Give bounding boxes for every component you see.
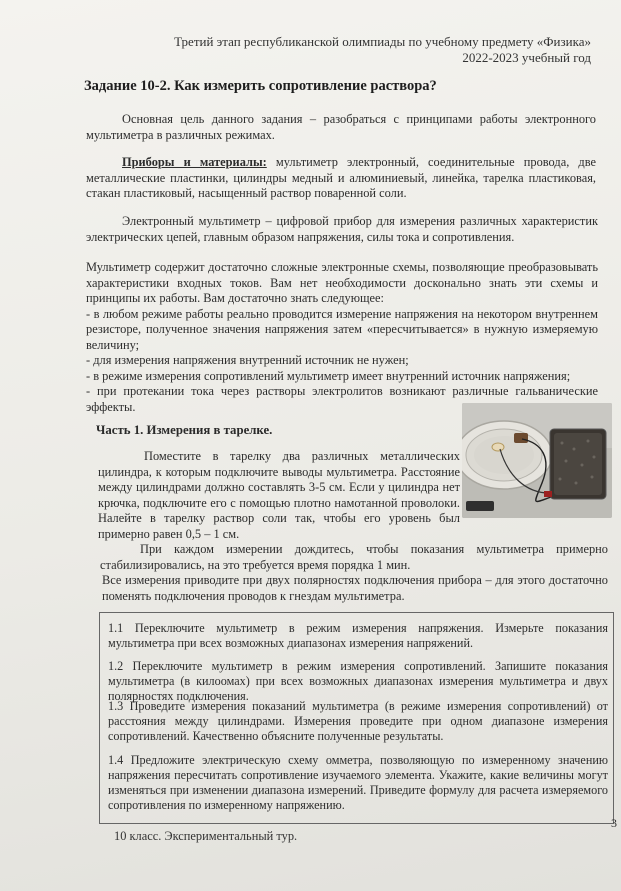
page-number: 3 xyxy=(611,816,617,830)
materials-text: мультиметр электронный, соединительные провода, две металлические пластинки, цилиндры медный и алюминиевый, линейка, тарелка пластиковая, стакан пластиковый, насыщенный раствор поваренной соли. xyxy=(86,155,596,200)
part1-paragraph-2: При каждом измерении дождитесь, чтобы показания мультиметра примерно стабилизировались, на это требуется время порядка 1 мин. xyxy=(100,542,608,572)
task-1-4: 1.4 Предложите электрическую схему омметра, позволяющую по измеренному значению напряжения пересчитать сопротивление изучаемого элемента. Укажите, какие величины могут изменяться при изменении диапазона измерений. Приведите формулу для расчета измеряемого сопротивления по измеренному напряжению. xyxy=(108,753,608,812)
task-title: Задание 10-2. Как измерить сопротивление раствора? xyxy=(84,78,437,94)
part1-paragraph-3: Все измерения приводите при двух полярностях подключения прибора – для этого достаточно поменять подключения проводов к гнездам мультиметра. xyxy=(102,573,608,603)
intro-paragraph: Основная цель данного задания – разобраться с принципами работы электронного мультиметра в различных режимах. xyxy=(86,112,596,142)
multimeter-details xyxy=(86,260,598,415)
materials-label: Приборы и материалы: xyxy=(122,155,267,169)
details-intro: Мультиметр содержит достаточно сложные электронные схемы, позволяющие преобразовывать характеристики входных токов. Вам нет необходимости досконально знать эти схемы и принципы их работы. Вам достаточно знать следующее: xyxy=(86,260,598,305)
header xyxy=(174,34,591,66)
details-item: - при протекании тока через растворы электролитов возникают различные гальванические эффекты. xyxy=(86,384,598,414)
task-1-2: 1.2 Переключите мультиметр в режим измерения сопротивлений. Запишите показания мультиметра (в килоомах) при всех возможных диапазонах измерения мультиметра и двух полярностях подключения. xyxy=(108,659,608,703)
part1-paragraph-1: Поместите в тарелку два различных металлических цилиндра, к которым подключите выводы мультиметра. Расстояние между цилиндрами должно составлять 3-5 см. Если у цилиндра нет крючка, подключите его с помощью плотно намотанной проволоки. Налейте в тарелку раствор соли так, чтобы его уровень был примерно равен 0,5 – 1 см. xyxy=(98,449,460,541)
header-year: 2022-2023 учебный год xyxy=(462,50,591,65)
tasks-box xyxy=(99,612,614,824)
materials-paragraph xyxy=(86,155,596,202)
task-1-1: 1.1 Переключите мультиметр в режим измерения напряжения. Измерьте показания мультиметра при всех возможных диапазонах измерения напряжений. xyxy=(108,621,608,650)
plate-multimeter-illustration xyxy=(462,403,612,518)
multimeter-description: Электронный мультиметр – цифровой прибор для измерения различных характеристик электрических цепей, главным образом напряжения, силы тока и сопротивления. xyxy=(86,214,598,244)
details-item: - для измерения напряжения внутренний источник не нужен; xyxy=(86,353,409,367)
task-1-3: 1.3 Проведите измерения показаний мультиметра (в режиме измерения сопротивлений) от расстояния между цилиндрами. Измерения проведите при одном диапазоне измерения сопротивлений. Качественно объясните полученные результаты. xyxy=(108,699,608,743)
part1-title: Часть 1. Измерения в тарелке. xyxy=(96,423,273,437)
experiment-photo xyxy=(462,403,612,518)
details-item: - в режиме измерения сопротивлений мультиметр имеет внутренний источник напряжения; xyxy=(86,368,571,383)
details-item: - в любом режиме работы реально проводится измерение напряжения на некотором внутреннем резисторе, полученное значения напряжения затем «пересчитывается» в нужную измеряемую величину; xyxy=(86,306,598,352)
footer: 10 класс. Экспериментальный тур. xyxy=(114,829,298,843)
header-olympiad: Третий этап республиканской олимпиады по учебному предмету «Физика» xyxy=(174,34,591,49)
